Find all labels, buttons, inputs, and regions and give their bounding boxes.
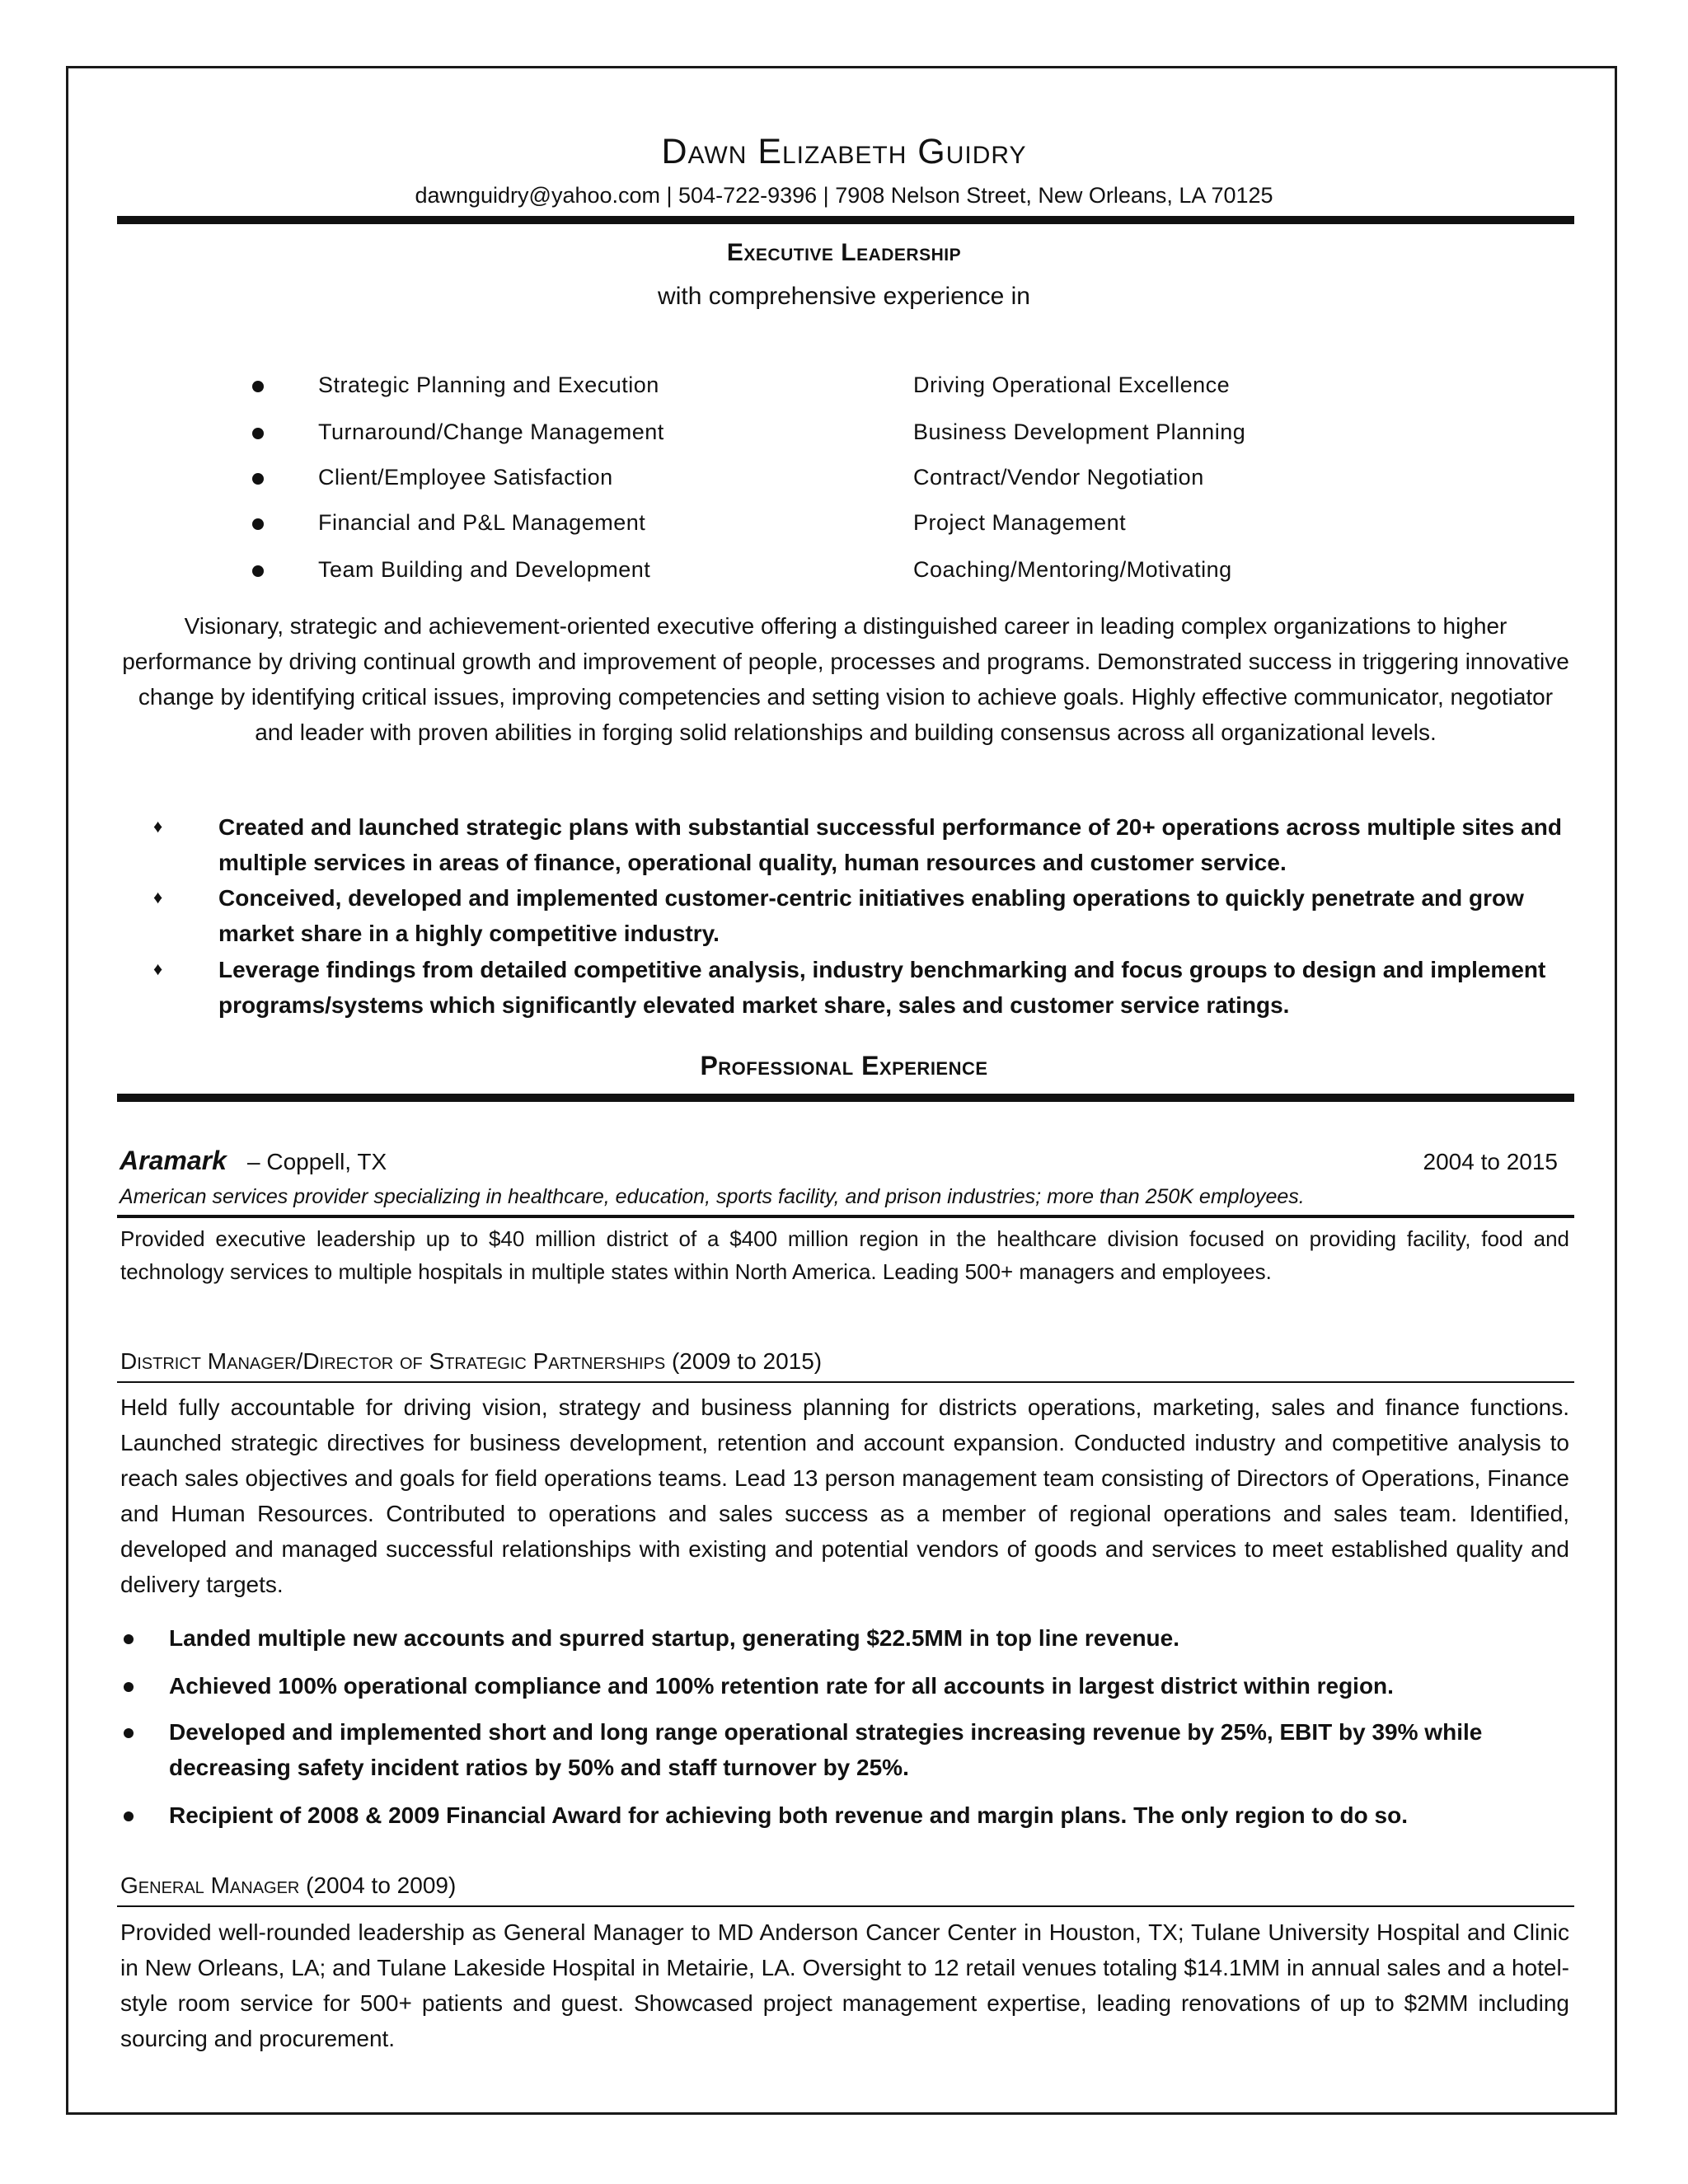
- candidate-name: Dawn Elizabeth Guidry: [661, 132, 1027, 171]
- role-divider: [117, 1381, 1574, 1383]
- skill-item: Business Development Planning: [913, 419, 1246, 444]
- role-dates: (2004 to 2009): [306, 1872, 457, 1898]
- company-description: American services provider specializing in healthcare, education, sports facility, and prison industries; more than 250K employees.: [120, 1185, 1305, 1208]
- header-divider: [117, 216, 1574, 224]
- skill-item: Contract/Vendor Negotiation: [913, 465, 1204, 490]
- role-title: [120, 1872, 456, 1899]
- role-description: Provided well-rounded leadership as General Manager to MD Anderson Cancer Center in Houston, TX; Tulane University Hospital and Clinic in New Orleans, LA; and Tulane Lakeside Hospital in Metairie, LA. Oversight to 12 retail venues totaling $14.1MM in annual sales and a hotel-style room service for 500+ patients and guest. Showcased project management expertise, leading renovations of up to $2MM including sourcing and procurement.: [120, 1919, 1569, 2051]
- section-title: Professional Experience: [700, 1051, 988, 1080]
- company-divider: [117, 1215, 1574, 1218]
- bullet-dot-icon: [252, 565, 264, 577]
- bullet-dot-icon: [252, 381, 264, 392]
- bullet-dot-icon: [252, 518, 264, 530]
- bullet-dot-icon: [124, 1728, 134, 1738]
- skill-item: Team Building and Development: [318, 557, 651, 582]
- skill-item: Turnaround/Change Management: [318, 419, 664, 444]
- profile-subtitle: with comprehensive experience in: [658, 283, 1030, 310]
- diamond-bullet-icon: ♦: [153, 887, 163, 907]
- achievement-item: Landed multiple new accounts and spurred startup, generating $22.5MM in top line revenue.: [169, 1625, 1179, 1651]
- skill-item: Driving Operational Excellence: [913, 373, 1231, 397]
- bullet-dot-icon: [124, 1811, 134, 1821]
- company-location: – Coppell, TX: [247, 1149, 387, 1174]
- role-dates: (2009 to 2015): [671, 1348, 823, 1374]
- bullet-dot-icon: [124, 1634, 134, 1644]
- role-title-text: General Manager: [120, 1872, 300, 1898]
- company-name: Aramark: [120, 1146, 227, 1175]
- company-years: 2004 to 2015: [1423, 1149, 1558, 1174]
- role-description: Held fully accountable for driving vision, strategy and business planning for districts operations, marketing, sales and finance functions. Launched strategic directives for business development, retention and account expansion. Conducted industry and competitive analysis to reach sales objectives and goals for field operations teams. Lead 13 person management team consisting of Directors of Operations, Finance and Human Resources. Contributed to operations and sales success as a member of regional operations and sales team. Identified, developed and managed successful relationships with existing and potential vendors of goods and services to meet established quality and delivery targets.: [120, 1394, 1569, 1597]
- skill-item: Coaching/Mentoring/Motivating: [913, 557, 1232, 582]
- role-title: [120, 1348, 822, 1375]
- summary-paragraph: Visionary, strategic and achievement-oriented executive offering a distinguished career in leading complex organizations to higher performance by driving continual growth and improvement of people, processes and programs. Demonstrated success in triggering innovative change by identifying critical issues, improving competencies and setting vision to achieve goals. Highly effective communicator, negotiator and leader with proven abilities in forging solid relationships and building consensus across all organizational levels.: [122, 613, 1569, 745]
- bullet-dot-icon: [252, 473, 264, 485]
- skill-item: Project Management: [913, 510, 1127, 535]
- role-title-text: District Manager/Director of Strategic Partnerships: [120, 1348, 666, 1374]
- highlight-item: Leverage findings from detailed competitive analysis, industry benchmarking and focus groups to design and implement programs/systems which significantly elevated market share, sales and customer service ratings.: [218, 957, 1546, 1018]
- bullet-dot-icon: [124, 1682, 134, 1692]
- diamond-bullet-icon: ♦: [153, 816, 163, 837]
- highlight-item: Conceived, developed and implemented customer-centric initiatives enabling operations to quickly penetrate and grow market share in a highly competitive industry.: [218, 885, 1524, 946]
- bullet-dot-icon: [252, 428, 264, 439]
- skill-item: Strategic Planning and Execution: [318, 373, 659, 397]
- skill-item: Financial and P&L Management: [318, 510, 646, 535]
- highlight-item: Created and launched strategic plans with substantial successful performance of 20+ operations across multiple sites and multiple services in areas of finance, operational quality, human resources and customer service.: [218, 814, 1562, 875]
- skill-item: Client/Employee Satisfaction: [318, 465, 613, 490]
- section-divider: [117, 1094, 1574, 1102]
- achievement-item: Developed and implemented short and long range operational strategies increasing revenue by 25%, EBIT by 39% while decreasing safety incident ratios by 50% and staff turnover by 25%.: [169, 1719, 1483, 1780]
- contact-line: dawnguidry@yahoo.com | 504-722-9396 | 7908 Nelson Street, New Orleans, LA 70125: [415, 183, 1273, 208]
- company-summary: Provided executive leadership up to $40 million district of a $400 million region in the healthcare division focused on providing facility, food and technology services to multiple hospitals in multiple states within North America. Leading 500+ managers and employees.: [120, 1226, 1569, 1284]
- achievement-item: Achieved 100% operational compliance and 100% retention rate for all accounts in largest district within region.: [169, 1673, 1394, 1699]
- achievement-item: Recipient of 2008 & 2009 Financial Award for achieving both revenue and margin plans. The only region to do so.: [169, 1802, 1408, 1828]
- profile-title: Executive Leadership: [726, 239, 962, 266]
- diamond-bullet-icon: ♦: [153, 958, 163, 979]
- role-divider: [117, 1905, 1574, 1907]
